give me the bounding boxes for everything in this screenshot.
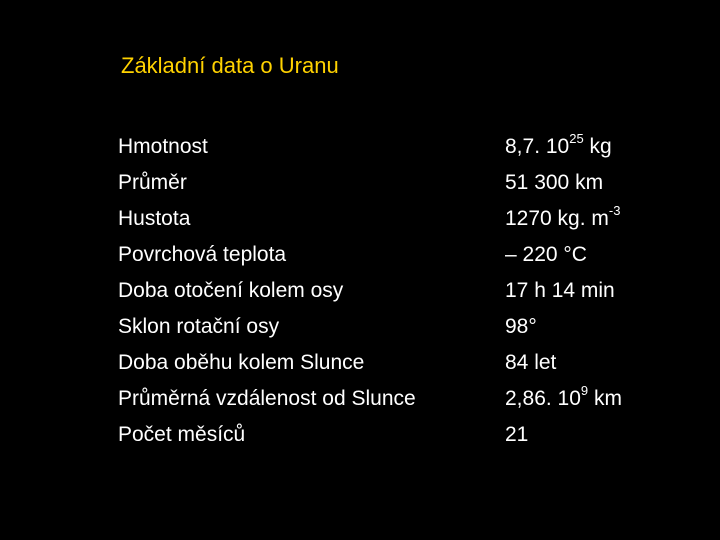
row-value <box>505 129 612 165</box>
value-base: 51 300 km <box>505 171 604 194</box>
row-value <box>505 201 620 237</box>
value-base: 17 h 14 min <box>505 279 615 302</box>
slide-title: Základní data o Uranu <box>121 53 339 78</box>
row-label: Hmotnost <box>118 135 208 158</box>
value-base: 1270 kg. m <box>505 207 609 230</box>
row-label: Povrchová teplota <box>118 243 287 266</box>
row-label: Hustota <box>118 207 191 230</box>
row-label: Počet měsíců <box>118 423 246 446</box>
value-base: 21 <box>505 423 529 446</box>
row-label: Doba otočení kolem osy <box>118 279 344 302</box>
value-base: – 220 °C <box>505 243 587 266</box>
value-base: 8,7. 10 <box>505 135 570 158</box>
value-base: 2,86. 10 <box>505 387 581 410</box>
row-label: Průměrná vzdálenost od Slunce <box>118 387 416 410</box>
value-unit: kg <box>583 135 612 158</box>
value-base: 84 let <box>505 351 557 374</box>
row-value <box>505 273 615 309</box>
value-exponent: 25 <box>569 131 584 146</box>
row-label: Doba oběhu kolem Slunce <box>118 351 365 374</box>
value-base: 98° <box>505 315 537 338</box>
row-value <box>505 309 537 345</box>
row-value <box>505 165 603 201</box>
value-exponent: -3 <box>608 203 621 218</box>
row-value <box>505 381 622 417</box>
value-unit: km <box>588 387 622 410</box>
row-value <box>505 345 556 381</box>
row-label: Sklon rotační osy <box>118 315 280 338</box>
row-label: Průměr <box>118 171 187 194</box>
row-value <box>505 417 528 453</box>
value-exponent: 9 <box>580 383 589 398</box>
row-value <box>505 237 587 273</box>
